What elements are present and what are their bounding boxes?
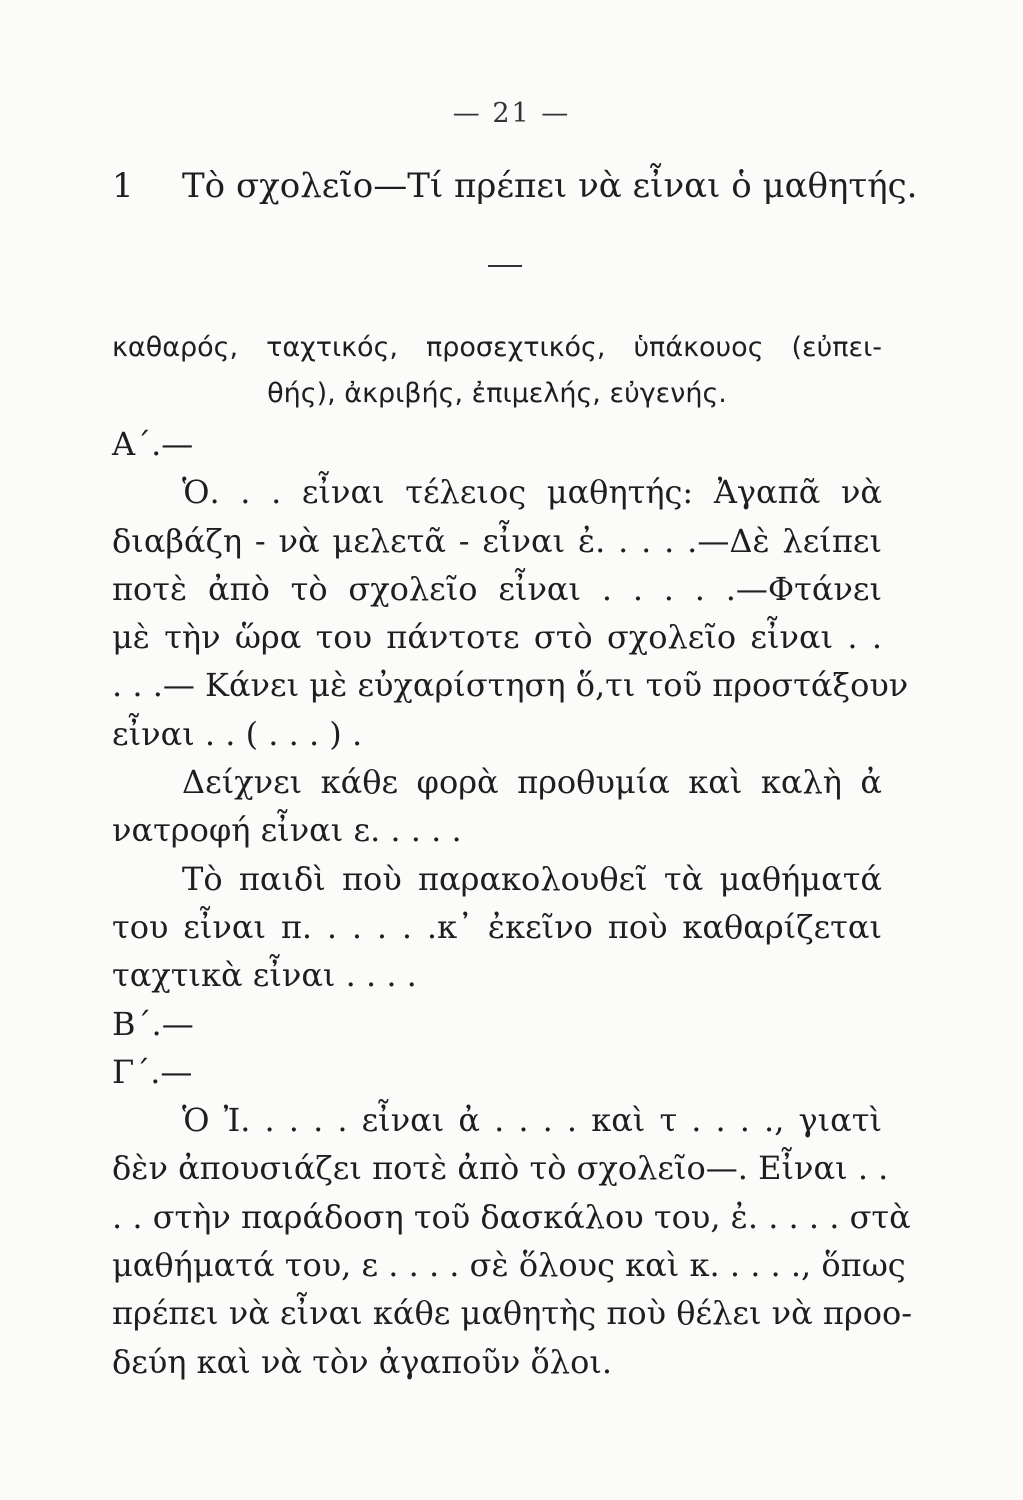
text-line: . . .— Κάνει μὲ εὐχαρίστηση ὅ,τι τοῦ προστάξουν: [112, 666, 909, 705]
adjective-list: [112, 325, 882, 417]
text-line: Α΄.—: [112, 425, 194, 463]
text-line: Γ΄.—: [112, 1052, 193, 1091]
text-line: ποτὲ ἀπὸ τὸ σχολεῖο εἶναι . . . . .—Φτάνει: [112, 569, 882, 608]
text-line: Ὁ. . . εἶναι τέλειος μαθητής: Ἀγαπᾶ νὰ: [182, 473, 882, 512]
text-line: μὲ τὴν ὥρα του πάντοτε στὸ σχολεῖο εἶναι . .: [112, 618, 882, 657]
exercise-text: [112, 420, 913, 1386]
section-number: 1: [112, 166, 134, 206]
text-line: διαβάζη - νὰ μελετᾶ - εἶναι ἐ. . . . .—Δὲ λείπει: [112, 521, 882, 560]
adjective-line-2: θής), ἀκριβής, ἐπιμελής, εὐγενής.: [267, 378, 727, 409]
text-line: νατροφή εἶναι ε. . . . .: [112, 811, 462, 850]
section-title: Τὸ σχολεῖο—Τί πρέπει νὰ εἶναι ὁ μαθητής.: [182, 166, 918, 206]
text-line: ταχτικὰ εἶναι . . . .: [112, 956, 417, 995]
text-line: εἶναι . . ( . . . ) .: [112, 714, 363, 753]
section-heading: [112, 166, 952, 206]
text-line: Δείχνει κάθε φορὰ προθυμία καὶ καλὴ ἀ: [182, 763, 882, 802]
text-line: Τὸ παιδὶ ποὺ παρακολουθεῖ τὰ μαθήματά: [182, 859, 882, 898]
adjective-line-1: καθαρός, ταχτικός, προσεχτικός, ὑπάκουος (εὐπει-: [112, 332, 882, 363]
text-line: . . στὴν παράδοση τοῦ δασκάλου του, ἐ. . . . . στὰ: [112, 1197, 911, 1236]
page-number: — 21 —: [452, 98, 571, 129]
separator-dash: [488, 265, 522, 267]
text-line: μαθήματά του, ε . . . . σὲ ὅλους καὶ κ. . . . ., ὅπως: [112, 1246, 906, 1285]
text-line: του εἶναι π. . . . . .κ᾽ ἐκεῖνο ποὺ καθαρίζεται: [112, 907, 882, 946]
text-line: Β΄.—: [112, 1004, 194, 1043]
text-line: πρέπει νὰ εἶναι κάθε μαθητὴς ποὺ θέλει νὰ προο-: [112, 1294, 913, 1333]
text-line: δεύη καὶ νὰ τὸν ἀγαποῦν ὅλοι.: [112, 1342, 613, 1381]
text-line: δὲν ἀπουσιάζει ποτὲ ἀπὸ τὸ σχολεῖο—. Εἶναι . .: [112, 1149, 889, 1188]
text-line: Ὁ Ἰ. . . . . εἶναι ἀ . . . . καὶ τ . . . ., γιατὶ: [182, 1101, 882, 1140]
